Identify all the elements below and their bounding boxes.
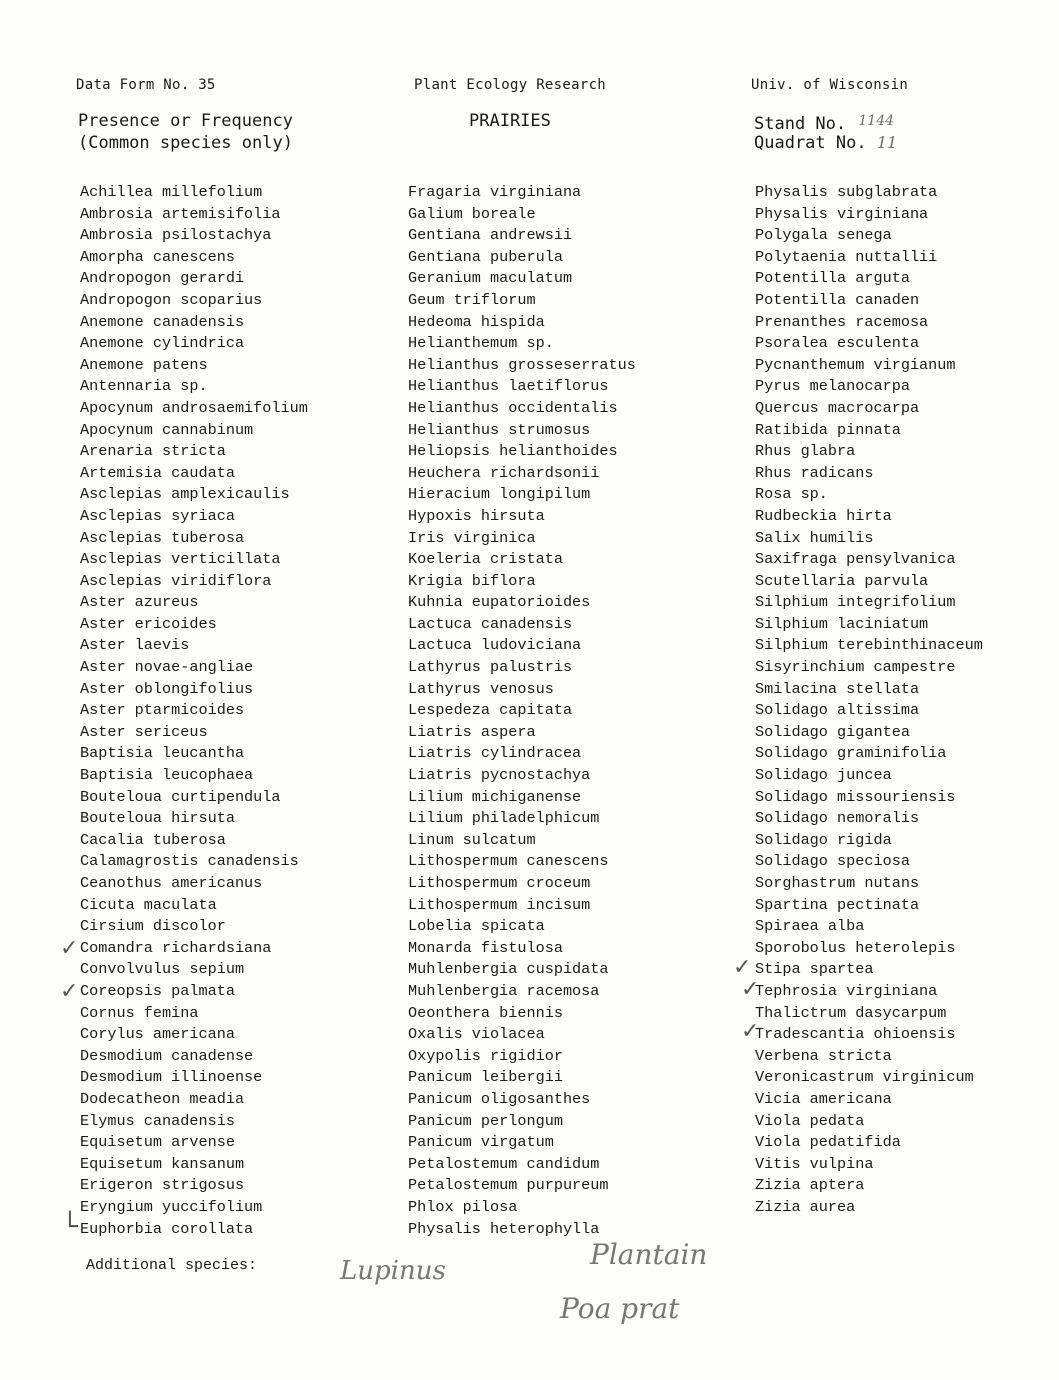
- species-item: Helianthemum sp.: [408, 334, 554, 353]
- species-item: Panicum perlongum: [408, 1111, 563, 1130]
- species-item: Vicia americana: [755, 1089, 892, 1108]
- species-item: Psoralea esculenta: [755, 334, 920, 353]
- species-item: Asclepias syriaca: [80, 506, 235, 525]
- species-item: Gentiana andrewsii: [408, 226, 573, 245]
- species-item: Convolvulus sepium: [80, 960, 245, 979]
- species-item: Lathyrus palustris: [408, 658, 573, 677]
- species-item: Comandra richardsiana: [80, 938, 272, 957]
- species-item: Oxypolis rigidior: [408, 1046, 563, 1065]
- species-item: Physalis heterophylla: [408, 1219, 600, 1238]
- species-item: Andropogon gerardi: [80, 269, 245, 288]
- species-item: Rosa sp.: [755, 485, 828, 504]
- species-item: Pycnanthemum virgianum: [755, 355, 956, 374]
- species-item: Scutellaria parvula: [755, 571, 929, 590]
- species-item: Ambrosia artemisifolia: [80, 204, 281, 223]
- species-item: Petalostemum candidum: [408, 1154, 600, 1173]
- species-item: Krigia biflora: [408, 571, 536, 590]
- species-item: Lithospermum canescens: [408, 852, 609, 871]
- species-column-2: [408, 182, 636, 1240]
- stand-value: 1144: [858, 113, 895, 129]
- species-item: Achillea millefolium: [80, 183, 263, 201]
- species-item: Asclepias viridiflora: [80, 571, 272, 590]
- check-mark: ✓: [733, 955, 752, 980]
- species-item: Lithospermum croceum: [408, 874, 591, 892]
- quadrat-label: Quadrat No.: [754, 133, 867, 153]
- species-item: Helianthus grosseserratus: [408, 355, 636, 374]
- species-item: Lilium philadelphicum: [408, 809, 600, 828]
- handwritten-note: Poa prat: [560, 1292, 680, 1325]
- species-item: Aster oblongifolius: [80, 679, 254, 698]
- organization: Plant Ecology Research: [414, 77, 607, 93]
- species-item: Cacalia tuberosa: [80, 830, 226, 849]
- species-item: Phlox pilosa: [408, 1197, 518, 1216]
- species-item: Aster laevis: [80, 636, 190, 655]
- heading-line-1: Presence or Frequency: [78, 111, 293, 131]
- species-item: Lactuca ludoviciana: [408, 636, 582, 655]
- species-item: Silphium integrifolium: [755, 593, 956, 612]
- species-item: Panicum leibergii: [408, 1068, 563, 1087]
- species-item: Solidago graminifolia: [755, 744, 947, 763]
- species-item: Hypoxis hirsuta: [408, 506, 545, 525]
- species-item: Salix humilis: [755, 528, 874, 547]
- species-item: Equisetum kansanum: [80, 1154, 245, 1173]
- species-item: Bouteloua curtipendula: [80, 787, 281, 806]
- check-mark: ✓: [741, 977, 760, 1002]
- species-item: Helianthus occidentalis: [408, 398, 618, 417]
- species-item: Polygala senega: [755, 226, 892, 245]
- species-item: Gentiana puberula: [408, 247, 563, 266]
- species-item: Geum triflorum: [408, 290, 536, 309]
- species-column-1: [80, 182, 308, 1240]
- species-item: Lobelia spicata: [408, 917, 545, 936]
- species-item: Eryngium yuccifolium: [80, 1197, 263, 1216]
- species-item: Andropogon scoparius: [80, 290, 263, 309]
- species-item: Panicum virgatum: [408, 1133, 554, 1152]
- species-item: Prenanthes racemosa: [755, 312, 929, 331]
- species-item: Lithospermum incisum: [408, 895, 591, 914]
- species-item: Solidago speciosa: [755, 852, 910, 871]
- species-item: Arenaria stricta: [80, 442, 226, 461]
- check-mark: └: [62, 1212, 78, 1242]
- species-item: Stipa spartea: [755, 960, 874, 979]
- handwritten-note: Plantain: [590, 1238, 708, 1271]
- species-item: Aster novae-angliae: [80, 658, 254, 677]
- species-item: Hieracium longipilum: [408, 485, 591, 504]
- species-item: Sporobolus heterolepis: [755, 938, 956, 957]
- species-item: Baptisia leucantha: [80, 744, 245, 763]
- species-item: Solidago missouriensis: [755, 787, 956, 806]
- species-item: Oeonthera biennis: [408, 1003, 563, 1022]
- species-item: Zizia aurea: [755, 1197, 856, 1216]
- species-item: Cicuta maculata: [80, 895, 217, 914]
- species-item: Iris virginica: [408, 528, 536, 547]
- species-item: Veronicastrum virginicum: [755, 1068, 974, 1087]
- species-item: Lespedeza capitata: [408, 701, 573, 720]
- species-item: Coreopsis palmata: [80, 981, 235, 1000]
- species-column-3: [755, 182, 983, 1219]
- species-item: Panicum oligosanthes: [408, 1089, 591, 1108]
- species-item: Corylus americana: [80, 1025, 235, 1044]
- species-item: Asclepias verticillata: [80, 550, 281, 569]
- species-item: Viola pedata: [755, 1111, 865, 1130]
- species-item: Aster sericeus: [80, 722, 208, 741]
- species-item: Liatris cylindracea: [408, 744, 582, 763]
- species-item: Hedeoma hispida: [408, 312, 545, 331]
- species-item: Geranium maculatum: [408, 269, 573, 288]
- quadrat-number-row: [754, 132, 897, 154]
- species-item: Anemone canadensis: [80, 312, 245, 331]
- species-item: Solidago juncea: [755, 766, 892, 785]
- species-item: Helianthus laetiflorus: [408, 377, 609, 396]
- species-item: Polytaenia nuttallii: [755, 247, 938, 266]
- species-item: Lathyrus venosus: [408, 679, 554, 698]
- species-item: Ambrosia psilostachya: [80, 226, 272, 245]
- species-item: Silphium terebinthinaceum: [755, 636, 983, 655]
- species-item: Muhlenbergia cuspidata: [408, 960, 609, 979]
- species-item: Silphium laciniatum: [755, 614, 929, 633]
- species-item: Potentilla canaden: [755, 290, 920, 309]
- species-item: Antennaria sp.: [80, 377, 208, 396]
- heading-line-2: (Common species only): [78, 133, 293, 153]
- species-item: Oxalis violacea: [408, 1025, 545, 1044]
- species-item: Monarda fistulosa: [408, 938, 563, 957]
- species-item: Tephrosia virginiana: [755, 981, 938, 1000]
- species-item: Petalostemum purpureum: [408, 1176, 609, 1195]
- species-item: Rhus glabra: [755, 442, 856, 461]
- page-title: PRAIRIES: [469, 111, 551, 131]
- check-mark: ✓: [741, 1019, 760, 1044]
- species-item: Solidago rigida: [755, 830, 892, 849]
- species-item: Heuchera richardsonii: [408, 463, 600, 482]
- species-item: Potentilla arguta: [755, 269, 910, 288]
- species-item: Verbena stricta: [755, 1046, 892, 1065]
- species-item: Quercus macrocarpa: [755, 398, 920, 417]
- species-item: Lilium michiganense: [408, 787, 582, 806]
- species-item: Lactuca canadensis: [408, 614, 573, 633]
- species-item: Thalictrum dasycarpum: [755, 1003, 947, 1022]
- species-item: Cornus femina: [80, 1003, 199, 1022]
- species-item: Amorpha canescens: [80, 247, 235, 266]
- handwritten-note: Lupinus: [340, 1256, 446, 1286]
- species-item: Solidago gigantea: [755, 722, 910, 741]
- species-item: Euphorbia corollata: [80, 1219, 254, 1238]
- species-item: Koeleria cristata: [408, 550, 563, 569]
- species-item: Liatris pycnostachya: [408, 766, 591, 785]
- species-item: Zizia aptera: [755, 1176, 865, 1195]
- species-item: Apocynum cannabinum: [80, 420, 254, 439]
- species-item: Sisyrinchium campestre: [755, 658, 956, 677]
- check-mark: ✓: [60, 936, 79, 961]
- species-item: Rhus radicans: [755, 463, 874, 482]
- species-item: Liatris aspera: [408, 722, 536, 741]
- species-item: Physalis subglabrata: [755, 183, 938, 201]
- species-item: Anemone cylindrica: [80, 334, 245, 353]
- species-item: Kuhnia eupatorioides: [408, 593, 591, 612]
- species-item: Fragaria virginiana: [408, 183, 582, 201]
- species-item: Asclepias amplexicaulis: [80, 485, 290, 504]
- species-item: Tradescantia ohioensis: [755, 1025, 956, 1044]
- species-item: Heliopsis helianthoides: [408, 442, 618, 461]
- species-item: Saxifraga pensylvanica: [755, 550, 956, 569]
- species-item: Ratibida pinnata: [755, 420, 901, 439]
- species-item: Desmodium illinoense: [80, 1068, 263, 1087]
- species-item: Elymus canadensis: [80, 1111, 235, 1130]
- species-item: Bouteloua hirsuta: [80, 809, 235, 828]
- species-item: Cirsium discolor: [80, 917, 226, 936]
- species-item: Pyrus melanocarpa: [755, 377, 910, 396]
- species-item: Asclepias tuberosa: [80, 528, 245, 547]
- species-item: Artemisia caudata: [80, 463, 235, 482]
- species-item: Spiraea alba: [755, 917, 865, 936]
- species-item: Rudbeckia hirta: [755, 506, 892, 525]
- species-item: Aster ptarmicoides: [80, 701, 245, 720]
- species-item: Spartina pectinata: [755, 895, 920, 914]
- species-item: Solidago altissima: [755, 701, 920, 720]
- species-item: Desmodium canadense: [80, 1046, 254, 1065]
- university: Univ. of Wisconsin: [751, 77, 909, 93]
- species-item: Helianthus strumosus: [408, 420, 591, 439]
- stand-label: Stand No.: [754, 114, 847, 134]
- species-item: Solidago nemoralis: [755, 809, 920, 828]
- species-item: Linum sulcatum: [408, 830, 536, 849]
- species-item: Calamagrostis canadensis: [80, 852, 299, 871]
- species-item: Dodecatheon meadia: [80, 1089, 245, 1108]
- species-item: Muhlenbergia racemosa: [408, 981, 600, 1000]
- species-item: Equisetum arvense: [80, 1133, 235, 1152]
- species-item: Aster azureus: [80, 593, 199, 612]
- additional-species-label: Additional species:: [86, 1257, 258, 1274]
- species-item: Erigeron strigosus: [80, 1176, 245, 1195]
- species-item: Aster ericoides: [80, 614, 217, 633]
- species-item: Anemone patens: [80, 355, 208, 374]
- species-item: Ceanothus americanus: [80, 874, 263, 892]
- form-number: Data Form No. 35: [76, 77, 216, 93]
- quadrat-value: 11: [876, 133, 898, 152]
- species-item: Galium boreale: [408, 204, 536, 223]
- species-item: Sorghastrum nutans: [755, 874, 920, 892]
- species-item: Apocynum androsaemifolium: [80, 398, 308, 417]
- species-item: Viola pedatifida: [755, 1133, 901, 1152]
- species-item: Baptisia leucophaea: [80, 766, 254, 785]
- species-item: Smilacina stellata: [755, 679, 920, 698]
- species-item: Physalis virginiana: [755, 204, 929, 223]
- check-mark: ✓: [60, 979, 79, 1004]
- species-item: Vitis vulpina: [755, 1154, 874, 1173]
